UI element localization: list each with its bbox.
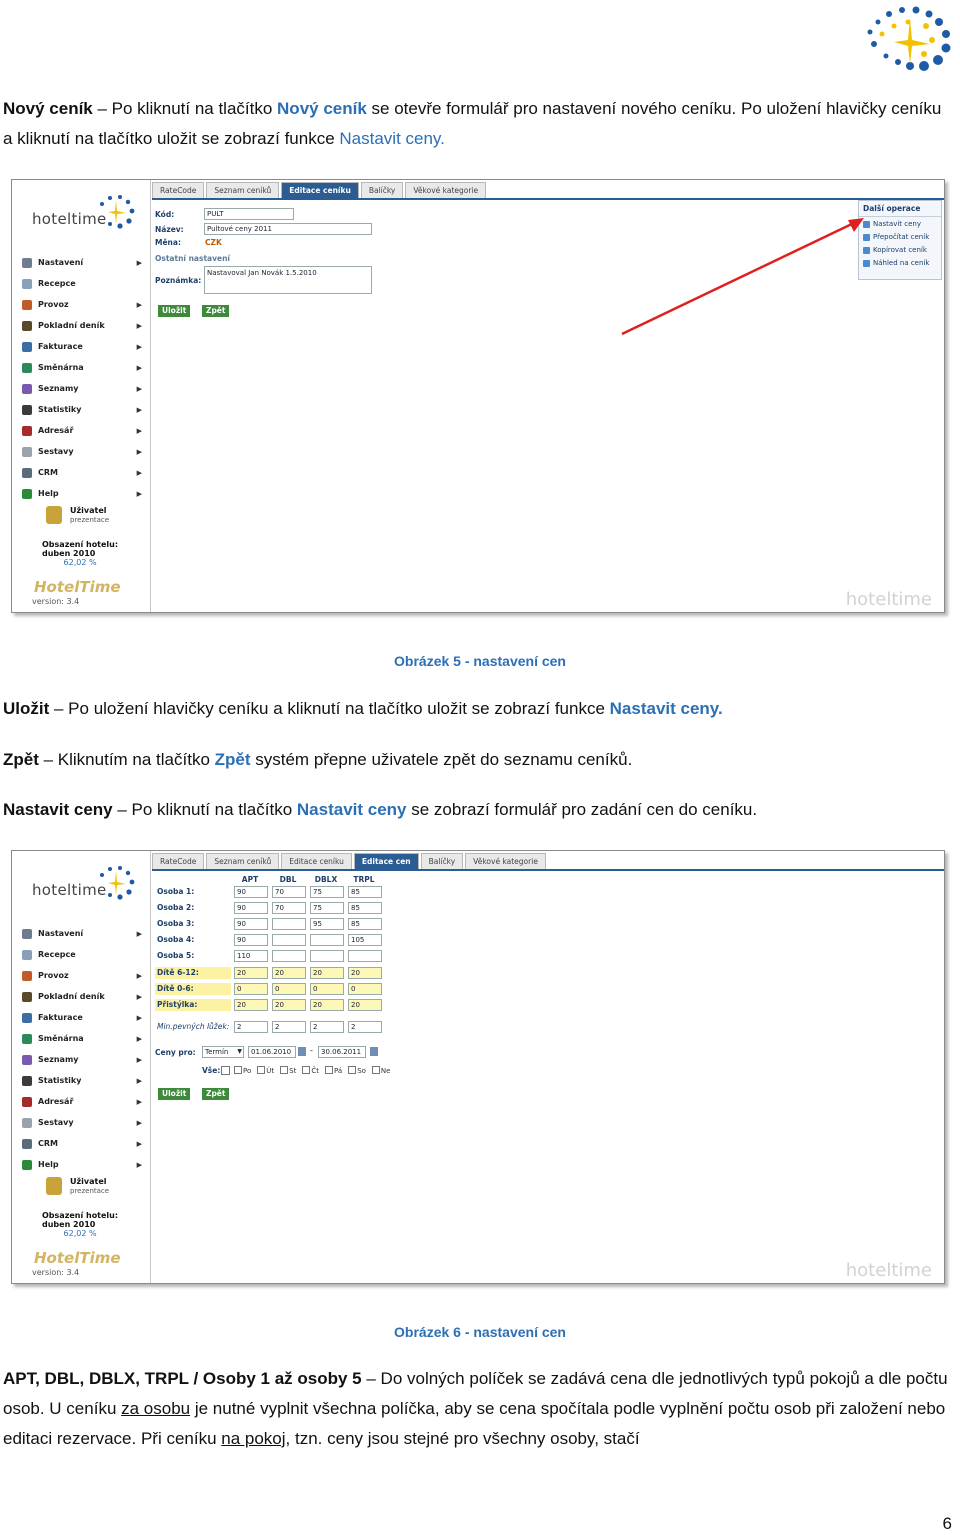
- ceny-pro-select[interactable]: [202, 1046, 244, 1058]
- chevron-right-icon: ▶: [136, 384, 142, 393]
- save-button[interactable]: Uložit: [158, 1088, 190, 1100]
- weekday-checkbox[interactable]: St: [280, 1067, 296, 1075]
- user-sub: prezentace: [70, 516, 110, 524]
- extra-price-input[interactable]: 20: [272, 967, 306, 979]
- tab-vekove-kategorie[interactable]: Věkové kategorie: [405, 182, 486, 199]
- link-novy-cenik: Nový ceník: [277, 99, 367, 118]
- settings-icon: [22, 929, 32, 939]
- person-price-input[interactable]: 90: [234, 918, 268, 930]
- person-price-input[interactable]: 110: [234, 950, 268, 962]
- mena-value: CZK: [205, 238, 222, 247]
- menu-item-crm[interactable]: CRM ▶: [22, 462, 142, 483]
- chevron-right-icon: ▶: [136, 321, 142, 330]
- term-nastavit-ceny: Nastavit ceny: [3, 800, 113, 819]
- tab-ratecode[interactable]: RateCode: [152, 853, 204, 870]
- screenshot-5: [11, 179, 945, 613]
- weekday-checkbox[interactable]: Út: [257, 1067, 274, 1075]
- occupancy-month: duben 2010: [42, 549, 96, 558]
- person-price-input[interactable]: 85: [348, 902, 382, 914]
- person-price-input[interactable]: 70: [272, 886, 306, 898]
- person-label-2: Osoba 3:: [157, 919, 195, 928]
- main-menu: [22, 252, 142, 504]
- exchange-icon: [22, 1034, 32, 1044]
- text: – Do volných políček se zadává cena dle jednotlivých typů pokojů a dle počtu osob. U ceníku: [3, 1369, 948, 1418]
- reception-icon: [22, 279, 32, 289]
- text: – Kliknutím na tlačítko: [38, 750, 215, 769]
- menu-item-smenarna[interactable]: Směnárna ▶: [22, 357, 142, 378]
- paragraph-zpet: [3, 745, 953, 775]
- op-kopirovat-cenik[interactable]: Kopírovat ceník: [859, 243, 941, 256]
- address-book-icon: [22, 426, 32, 436]
- person-price-input[interactable]: 75: [310, 886, 344, 898]
- hoteltime-logo-icon: [864, 4, 954, 72]
- paragraph-nastavit-ceny: [3, 795, 953, 825]
- sidebar: [12, 851, 151, 1283]
- extra-price-input[interactable]: 20: [348, 999, 382, 1011]
- link-nastavit-ceny: Nastavit ceny.: [339, 129, 445, 148]
- min-beds-input[interactable]: 2: [272, 1021, 306, 1033]
- link-zpet: Zpět: [214, 750, 251, 769]
- save-button[interactable]: Uložit: [158, 305, 190, 317]
- person-price-input[interactable]: 75: [310, 902, 344, 914]
- tab-ratecode[interactable]: RateCode: [152, 182, 204, 199]
- red-arrow-icon: [612, 210, 872, 340]
- user-box[interactable]: [46, 506, 109, 524]
- chevron-down-icon: ▼: [237, 1048, 242, 1055]
- user-label: Uživatel: [70, 506, 107, 515]
- weekday-checkbox[interactable]: Čt: [302, 1067, 319, 1075]
- text: – Po kliknutí na tlačítko: [92, 99, 278, 118]
- person-price-input[interactable]: [272, 950, 306, 962]
- key-icon: [46, 506, 62, 524]
- chevron-right-icon: ▶: [136, 1076, 142, 1085]
- person-price-input[interactable]: [348, 950, 382, 962]
- reports-icon: [22, 447, 32, 457]
- menu-item-provoz[interactable]: Provoz ▶: [22, 294, 142, 315]
- operations-icon: [22, 971, 32, 981]
- brand-name: hoteltime: [32, 881, 107, 899]
- screenshot-6: [11, 850, 945, 1284]
- tab-vekove-kategorie[interactable]: Věkové kategorie: [465, 853, 546, 870]
- menu-item-nastaveni[interactable]: Nastavení ▶: [22, 923, 142, 944]
- term-novy-cenik: Nový ceník: [3, 99, 93, 118]
- chevron-right-icon: ▶: [136, 1118, 142, 1127]
- kod-field[interactable]: PULT: [204, 208, 294, 220]
- extra-price-input[interactable]: 20: [348, 967, 382, 979]
- person-price-input[interactable]: [272, 918, 306, 930]
- chevron-right-icon: ▶: [136, 342, 142, 351]
- stats-icon: [22, 1076, 32, 1086]
- term-za-osobu: za osobu: [121, 1399, 191, 1418]
- tab-seznam-ceniku[interactable]: Seznam ceníků: [206, 182, 279, 199]
- brand-name: hoteltime: [32, 210, 107, 228]
- menu-item-help[interactable]: Help ▶: [22, 1154, 142, 1175]
- menu-item-provoz[interactable]: Provoz ▶: [22, 965, 142, 986]
- brand-clock-icon: [96, 865, 136, 901]
- chevron-right-icon: ▶: [136, 1034, 142, 1043]
- chevron-right-icon: ▶: [136, 258, 142, 267]
- watermark: hoteltime: [845, 1260, 932, 1281]
- key-icon: [46, 1177, 62, 1195]
- chevron-right-icon: ▶: [136, 300, 142, 309]
- occupancy: [42, 1211, 118, 1238]
- person-price-input[interactable]: 90: [234, 934, 268, 946]
- chevron-right-icon: ▶: [136, 489, 142, 498]
- back-button[interactable]: Zpět: [202, 305, 229, 317]
- chevron-right-icon: ▶: [136, 1097, 142, 1106]
- person-label-0: Osoba 1:: [157, 887, 195, 896]
- extra-price-input[interactable]: 20: [272, 999, 306, 1011]
- reception-icon: [22, 950, 32, 960]
- min-beds-input[interactable]: 2: [348, 1021, 382, 1033]
- menu-item-smenarna[interactable]: Směnárna ▶: [22, 1028, 142, 1049]
- extra-price-input[interactable]: 0: [272, 983, 306, 995]
- version-text: version: 3.4: [32, 1268, 80, 1277]
- extra-price-input[interactable]: 0: [310, 983, 344, 995]
- other-operations-title: Další operace: [859, 201, 941, 217]
- calendar-icon[interactable]: [298, 1047, 306, 1056]
- weekday-checkbox[interactable]: Ne: [372, 1067, 391, 1075]
- menu-item-adresar[interactable]: Adresář ▶: [22, 420, 142, 441]
- stats-icon: [22, 405, 32, 415]
- text: se otevře formulář pro nastavení nového ceníku. Po uložení hlavičky ceníku a kliknutí na tlačítko uložit se zobrazí funkce: [3, 99, 942, 148]
- chevron-right-icon: ▶: [136, 405, 142, 414]
- chevron-right-icon: ▶: [136, 363, 142, 372]
- occupancy: [42, 540, 118, 567]
- address-book-icon: [22, 1097, 32, 1107]
- occupancy-title: Obsazení hotelu:: [42, 540, 119, 549]
- weekday-checkbox[interactable]: So: [348, 1067, 366, 1075]
- tab-editace-ceniku[interactable]: Editace ceníku: [281, 853, 352, 870]
- extra-label-0: Dítě 6-12:: [155, 967, 231, 979]
- weekday-checkboxes: [234, 1066, 396, 1075]
- column-header-apt: APT: [241, 875, 259, 884]
- intro-paragraph: [3, 94, 953, 154]
- text: , tzn. ceny jsou stejné pro všechny osoby, stačí: [285, 1429, 640, 1448]
- column-header-dblx: DBLX: [314, 875, 338, 884]
- mena-label: Měna:: [155, 238, 181, 247]
- cash-book-icon: [22, 321, 32, 331]
- version-logo: HotelTime: [34, 578, 121, 596]
- back-button[interactable]: Zpět: [202, 1088, 229, 1100]
- user-label: Uživatel: [70, 1177, 107, 1186]
- ceny-pro-value: Termín: [205, 1048, 229, 1056]
- min-beds-label: Min.pevných lůžek:: [157, 1022, 230, 1031]
- paragraph-apt: [3, 1364, 953, 1454]
- occupancy-title: Obsazení hotelu:: [42, 1211, 119, 1220]
- chevron-right-icon: ▶: [136, 447, 142, 456]
- crm-icon: [22, 468, 32, 478]
- menu-item-sestavy[interactable]: Sestavy ▶: [22, 441, 142, 462]
- cash-book-icon: [22, 992, 32, 1002]
- extra-price-input[interactable]: 20: [310, 967, 344, 979]
- text: – Po uložení hlavičky ceníku a kliknutí na tlačítko uložit se zobrazí funkce: [49, 699, 610, 718]
- extra-price-input[interactable]: 0: [348, 983, 382, 995]
- term-na-pokoj: na pokoj: [221, 1429, 286, 1448]
- occupancy-percent: 62,02 %: [63, 1229, 97, 1238]
- extra-label-2: Přistýlka:: [155, 999, 231, 1011]
- column-header-dbl: DBL: [279, 875, 297, 884]
- date-from-field[interactable]: 01.06.2010: [248, 1046, 296, 1058]
- date-to-field[interactable]: 30.06.2011: [318, 1046, 366, 1058]
- version-text: version: 3.4: [32, 597, 80, 606]
- extra-label-1: Dítě 0-6:: [155, 983, 231, 995]
- person-price-input[interactable]: 90: [234, 902, 268, 914]
- person-price-input[interactable]: [310, 934, 344, 946]
- menu-item-recepce[interactable]: Recepce: [22, 944, 142, 965]
- term-apt-dbl: APT, DBL, DBLX, TRPL / Osoby 1 až osoby 5: [3, 1369, 362, 1388]
- person-price-input[interactable]: 95: [310, 918, 344, 930]
- extra-price-input[interactable]: 0: [234, 983, 268, 995]
- nazev-label: Název:: [155, 225, 184, 234]
- chevron-right-icon: ▶: [136, 971, 142, 980]
- menu-item-crm[interactable]: CRM ▶: [22, 1133, 142, 1154]
- menu-item-sestavy[interactable]: Sestavy ▶: [22, 1112, 142, 1133]
- vse-label: Vše:: [202, 1066, 221, 1075]
- invoice-icon: [22, 342, 32, 352]
- ceny-pro-label: Ceny pro:: [155, 1048, 196, 1057]
- tab-editace-ceniku[interactable]: Editace ceníku: [281, 182, 359, 199]
- op-nastavit-ceny[interactable]: Nastavit ceny: [859, 217, 941, 230]
- ostatni-nastaveni: Ostatní nastavení: [155, 254, 230, 263]
- menu-item-adresar[interactable]: Adresář ▶: [22, 1091, 142, 1112]
- exchange-icon: [22, 363, 32, 373]
- paragraph-ulozit: [3, 694, 953, 724]
- reports-icon: [22, 1118, 32, 1128]
- chevron-right-icon: ▶: [136, 1160, 142, 1169]
- extra-price-input[interactable]: 20: [310, 999, 344, 1011]
- min-beds-input[interactable]: 2: [310, 1021, 344, 1033]
- user-sub: prezentace: [70, 1187, 110, 1195]
- crm-icon: [22, 1139, 32, 1149]
- poznamka-label: Poznámka:: [155, 276, 202, 285]
- person-label-4: Osoba 5:: [157, 951, 195, 960]
- occupancy-month: duben 2010: [42, 1220, 96, 1229]
- person-label-1: Osoba 2:: [157, 903, 195, 912]
- caption-figure-5: Obrázek 5 - nastavení cen: [394, 653, 566, 669]
- link-nastavit-ceny-3: Nastavit ceny: [296, 800, 407, 819]
- person-label-3: Osoba 4:: [157, 935, 195, 944]
- sidebar: [12, 180, 151, 612]
- person-price-input[interactable]: 90: [234, 886, 268, 898]
- tab-balicky[interactable]: Balíčky: [421, 853, 464, 870]
- menu-item-recepce[interactable]: Recepce: [22, 273, 142, 294]
- tab-underline: [152, 198, 944, 200]
- person-price-input[interactable]: 85: [348, 918, 382, 930]
- watermark: hoteltime: [845, 589, 932, 610]
- tab-bar: [152, 182, 488, 198]
- person-price-input[interactable]: 70: [272, 902, 306, 914]
- tab-balicky[interactable]: Balíčky: [361, 182, 404, 199]
- page-number: 6: [942, 1514, 952, 1533]
- menu-item-help[interactable]: Help ▶: [22, 483, 142, 504]
- extra-price-input[interactable]: 20: [234, 999, 268, 1011]
- extra-price-input[interactable]: 20: [234, 967, 268, 979]
- menu-item-pokladni-denik[interactable]: Pokladní deník ▶: [22, 986, 142, 1007]
- menu-item-nastaveni[interactable]: Nastavení ▶: [22, 252, 142, 273]
- invoice-icon: [22, 1013, 32, 1023]
- tab-bar: [152, 853, 548, 869]
- poznamka-field[interactable]: Nastavoval Jan Novák 1.5.2010: [204, 266, 372, 294]
- settings-icon: [22, 258, 32, 268]
- help-icon: [22, 489, 32, 499]
- op-nahled-na-cenik[interactable]: Náhled na ceník: [859, 256, 941, 269]
- menu-item-seznamy[interactable]: Seznamy ▶: [22, 378, 142, 399]
- calendar-icon[interactable]: [370, 1047, 378, 1056]
- chevron-right-icon: ▶: [136, 1055, 142, 1064]
- weekday-checkbox[interactable]: Pá: [325, 1067, 342, 1075]
- vse-checkbox[interactable]: [221, 1066, 230, 1075]
- list-icon: [22, 384, 32, 394]
- kod-label: Kód:: [155, 210, 175, 219]
- person-price-input[interactable]: 105: [348, 934, 382, 946]
- menu-item-fakturace[interactable]: Fakturace ▶: [22, 1007, 142, 1028]
- text: je nutné vyplnit všechna políčka, aby se cena spočítala podle vyplnění počtu osob při založení nebo editaci rezervace. Při ceníku: [3, 1399, 946, 1448]
- version-logo: HotelTime: [34, 1249, 121, 1267]
- chevron-right-icon: ▶: [136, 1013, 142, 1022]
- text: systém přepne uživatele zpět do seznamu ceníků.: [250, 750, 633, 769]
- caption-figure-6: Obrázek 6 - nastavení cen: [394, 1324, 566, 1340]
- chevron-right-icon: ▶: [136, 992, 142, 1001]
- term-ulozit: Uložit: [3, 699, 50, 718]
- min-beds-input[interactable]: 2: [234, 1021, 268, 1033]
- help-icon: [22, 1160, 32, 1170]
- person-price-input[interactable]: [272, 934, 306, 946]
- person-price-input[interactable]: 85: [348, 886, 382, 898]
- menu-item-fakturace[interactable]: Fakturace ▶: [22, 336, 142, 357]
- tab-editace-cen[interactable]: Editace cen: [354, 853, 419, 870]
- term-zpet: Zpět: [3, 750, 39, 769]
- menu-item-seznamy[interactable]: Seznamy ▶: [22, 1049, 142, 1070]
- weekday-checkbox[interactable]: Po: [234, 1067, 251, 1075]
- main-menu: [22, 923, 142, 1175]
- column-header-trpl: TRPL: [353, 875, 375, 884]
- operations-icon: [22, 300, 32, 310]
- chevron-right-icon: ▶: [136, 1139, 142, 1148]
- chevron-right-icon: ▶: [136, 468, 142, 477]
- nazev-field[interactable]: Pultové ceny 2011: [204, 223, 372, 235]
- tab-seznam-ceniku[interactable]: Seznam ceníků: [206, 853, 279, 870]
- text: – Po kliknutí na tlačítko: [112, 800, 297, 819]
- list-icon: [22, 1055, 32, 1065]
- date-separator: -: [310, 1046, 313, 1055]
- chevron-right-icon: ▶: [136, 426, 142, 435]
- user-box[interactable]: [46, 1177, 109, 1195]
- brand-clock-icon: [96, 194, 136, 230]
- menu-item-statistiky[interactable]: Statistiky ▶: [22, 399, 142, 420]
- op-prepocitat-cenik[interactable]: Přepočítat ceník: [859, 230, 941, 243]
- menu-item-statistiky[interactable]: Statistiky ▶: [22, 1070, 142, 1091]
- tab-underline: [152, 869, 944, 871]
- menu-item-pokladni-denik[interactable]: Pokladní deník ▶: [22, 315, 142, 336]
- occupancy-percent: 62,02 %: [63, 558, 97, 567]
- chevron-right-icon: ▶: [136, 929, 142, 938]
- text: se zobrazí formulář pro zadání cen do ceníku.: [406, 800, 758, 819]
- link-nastavit-ceny-2: Nastavit ceny.: [609, 699, 723, 718]
- person-price-input[interactable]: [310, 950, 344, 962]
